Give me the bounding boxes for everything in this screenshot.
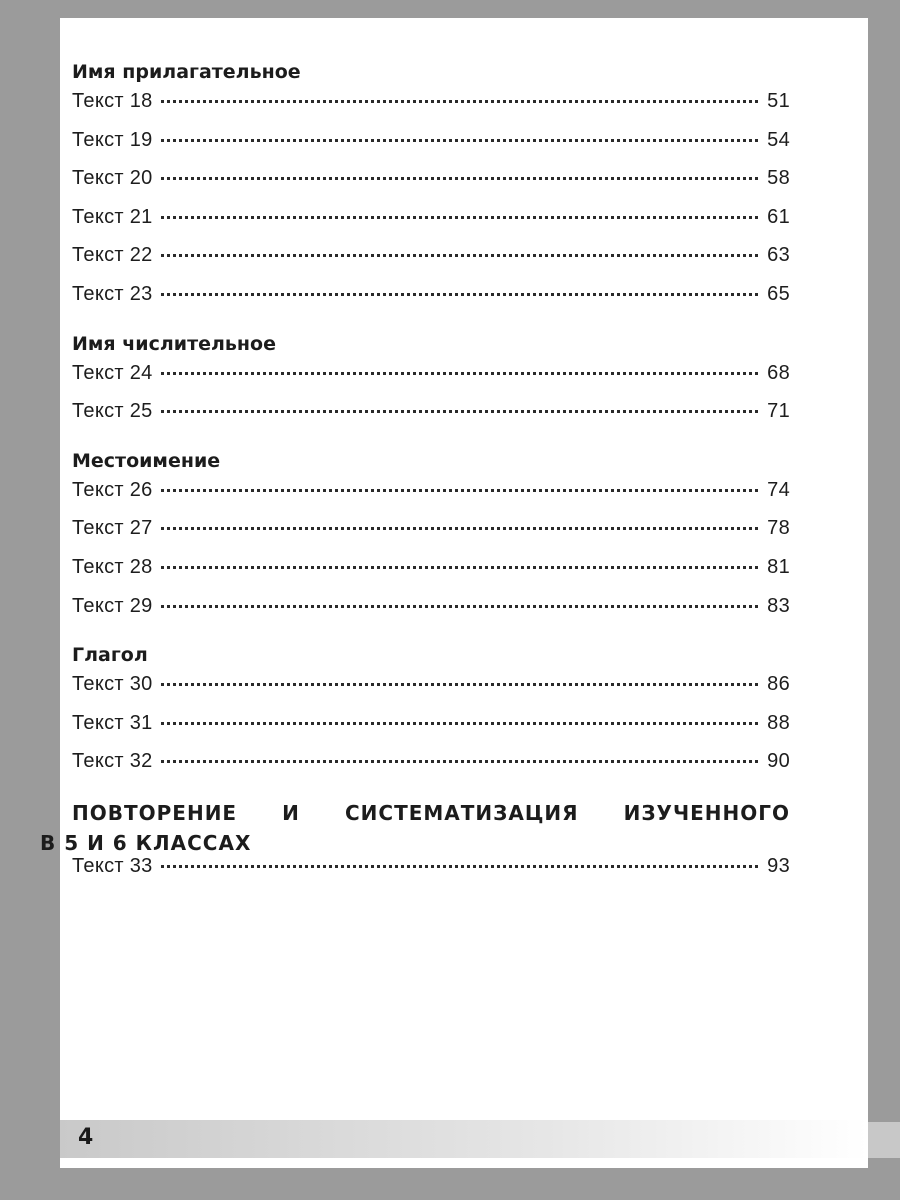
toc-entry: [72, 129, 790, 168]
toc-entry-page: 81: [767, 555, 790, 578]
dot-leader: [161, 293, 758, 296]
toc-entry: [72, 556, 790, 595]
toc-entry-label: Текст 21: [72, 205, 153, 228]
dot-leader: [161, 760, 758, 763]
toc-entry-label: Текст 26: [72, 478, 153, 501]
toc-entry-label: Текст 23: [72, 282, 153, 305]
toc-entry-page: 54: [767, 128, 790, 151]
chapter-title-word: И: [282, 800, 300, 825]
toc-entry-page: 90: [767, 750, 790, 773]
footer-corner-tab: [868, 1122, 900, 1158]
toc-entry-page: 86: [767, 673, 790, 696]
chapter-title-word: ИЗУЧЕННОГО: [623, 800, 790, 825]
toc-entry-label: Текст 24: [72, 361, 153, 384]
footer-bar: [60, 1120, 868, 1158]
toc-entry-label: Текст 18: [72, 90, 153, 112]
toc-entry-label: Текст 31: [72, 711, 153, 734]
dot-leader: [161, 254, 758, 257]
toc-entry: [72, 167, 790, 206]
toc-entry-page: 74: [767, 478, 790, 501]
toc-entry-label: Текст 19: [72, 128, 153, 151]
toc-entry-page: 88: [767, 711, 790, 734]
toc-entry: [72, 479, 790, 518]
toc-entry-page: 63: [767, 244, 790, 267]
toc-entry: [72, 283, 790, 322]
toc-entry: [72, 855, 790, 894]
toc-entry: [72, 90, 790, 129]
toc-entry-page: 51: [767, 90, 790, 112]
dot-leader: [161, 605, 758, 608]
toc-entry-page: 83: [767, 594, 790, 617]
dot-leader: [161, 865, 758, 868]
dot-leader: [161, 216, 758, 219]
table-of-contents: [40, 58, 790, 894]
dot-leader: [161, 722, 758, 725]
chapter-title-word: СИСТЕМАТИЗАЦИЯ: [344, 800, 579, 825]
dot-leader: [161, 100, 758, 103]
toc-entry: [72, 673, 790, 712]
chapter-title-word: ПОВТОРЕНИЕ: [72, 800, 238, 825]
dot-leader: [161, 489, 758, 492]
dot-leader: [161, 527, 758, 530]
chapter-title-line1: [40, 801, 790, 825]
toc-entry: [72, 244, 790, 283]
toc-entry-label: Текст 33: [72, 854, 153, 877]
toc-entry: [72, 595, 790, 634]
page-number: 4: [78, 1125, 94, 1150]
section-title: Местоимение: [72, 449, 221, 472]
dot-leader: [161, 683, 758, 686]
toc-entry: [72, 206, 790, 245]
toc-entry-page: 68: [767, 361, 790, 384]
toc-entry: [72, 517, 790, 556]
toc-entry-label: Текст 30: [72, 673, 153, 696]
dot-leader: [161, 177, 758, 180]
toc-entry-label: Текст 29: [72, 594, 153, 617]
toc-entry-page: 65: [767, 282, 790, 305]
dot-leader: [161, 372, 758, 375]
toc-entry: [72, 362, 790, 401]
toc-entry-page: 78: [767, 517, 790, 540]
toc-entry-label: Текст 20: [72, 167, 153, 190]
toc-entry-page: 93: [767, 854, 790, 877]
toc-entry: [72, 400, 790, 439]
chapter-title-line2: В 5 И 6 КЛАССАХ: [40, 830, 252, 855]
dot-leader: [161, 139, 758, 142]
toc-entry-label: Текст 28: [72, 555, 153, 578]
toc-entry-label: Текст 25: [72, 400, 153, 423]
dot-leader: [161, 566, 758, 569]
toc-entry-page: 61: [767, 205, 790, 228]
dot-leader: [161, 410, 758, 413]
toc-entry: [72, 750, 790, 789]
chapter-title: [40, 801, 790, 855]
section-title: Имя прилагательное: [72, 61, 301, 83]
section-title: Глагол: [72, 644, 148, 667]
toc-entry-page: 58: [767, 167, 790, 190]
toc-entry-label: Текст 32: [72, 750, 153, 773]
toc-entry: [72, 712, 790, 751]
toc-entry-label: Текст 27: [72, 517, 153, 540]
toc-entry-label: Текст 22: [72, 244, 153, 267]
section-title: Имя числительное: [72, 332, 276, 355]
toc-entry-page: 71: [767, 400, 790, 423]
